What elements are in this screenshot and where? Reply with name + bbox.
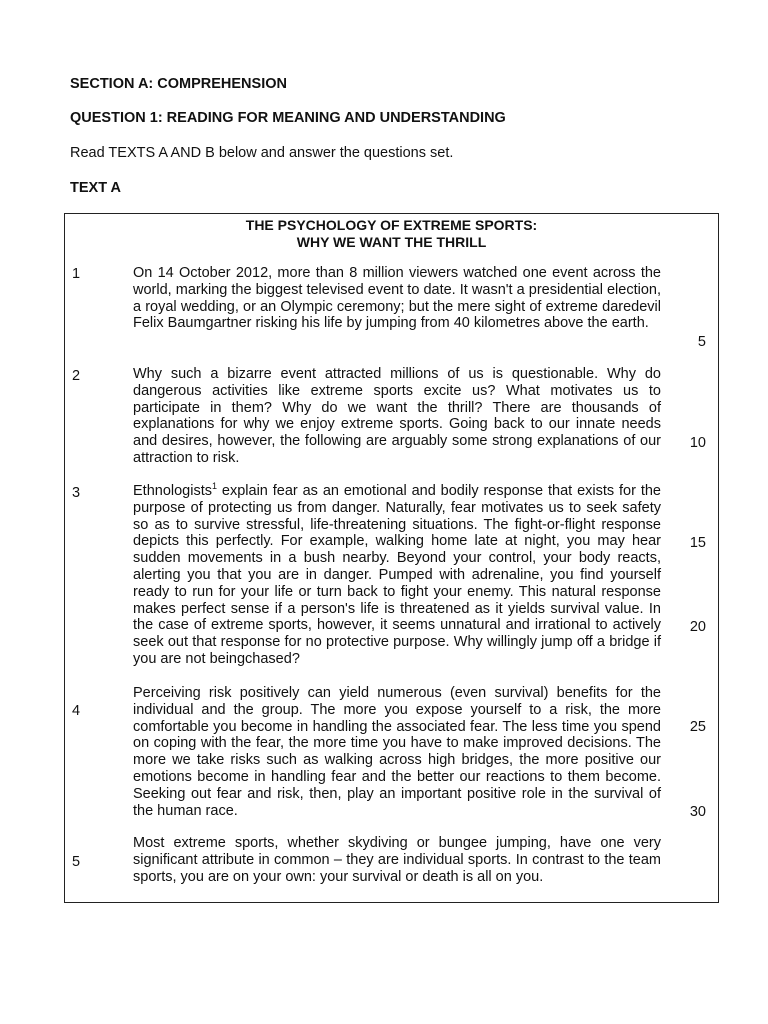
paragraph-1: On 14 October 2012, more than 8 million viewers watched one event across the world, marking the biggest televised event to date. It wasn't a presidential election, a royal wedding, or an Olympic ceremony; but the mere sight of extreme daredevil Felix Baumgartner risking his life by jumping from 40 kilometres above the earth. [133,265,661,332]
paragraph-number: 3 [72,485,81,501]
paragraph-number: 2 [72,368,81,384]
line-number: 5 [697,334,706,350]
paragraph-3-body: explain fear as an emotional and bodily response that exists for the purpose of protecting us from danger. Naturally, fear motivates us to seek safety so as to survive stressful, life-threatening situations. The fight-or-flight response depicts this perfectly. For example, walking home late at night, you may hear sudden movements in a bush nearby. Beyond your control, your body reacts, alerting you that you are in danger. Pumped with adrenaline, you find yourself ready to run for your life or turn back to fight your enemy. This natural response makes perfect sense if a person's life is threatened as it yields survival value. In the case of extreme sports, however, it seems unnatural and irrational to actively seek out that response for no protective purpose. Why willingly jump off a bridge if you are not beingchased? [133,483,661,667]
paragraph-3-lead-word: Ethnologists [133,483,212,499]
section-heading: SECTION A: COMPREHENSION [70,76,287,92]
instruction-text: Read TEXTS A AND B below and answer the questions set. [70,145,454,161]
paragraph-2: Why such a bizarre event attracted millions of us is questionable. Why do dangerous activities like extreme sports excite us? What motivates us to participate in them? Why do we want the thrill? There are thousands of explanations for why we enjoy extreme sports. Going back to our innate needs and desires, however, the following are arguably some strong explanations of our attraction to risk. [133,366,661,466]
paragraph-number: 5 [72,854,81,870]
passage-box [64,213,719,903]
line-number: 15 [689,535,706,551]
line-number: 10 [689,435,706,451]
paragraph-number: 1 [72,266,81,282]
line-number: 20 [689,619,706,635]
paragraph-4: Perceiving risk positively can yield numerous (even survival) benefits for the individual and the group. The more you expose yourself to a risk, the more comfortable you become in handling the associated fear. The less time you spend on coping with the fear, the more time you have to make improved decisions. The more we take risks such as walking across high bridges, the more positive our emotions become in handling fear and the better our reactions to them become. Seeking out fear and risk, then, play an important positive role in the survival of the human race. [133,685,661,819]
paragraph-3 [133,483,661,668]
footnote-marker: 1 [212,481,218,492]
line-number: 25 [689,719,706,735]
line-number: 30 [689,804,706,820]
passage-title-line1: THE PSYCHOLOGY OF EXTREME SPORTS: [245,217,538,233]
paragraph-5: Most extreme sports, whether skydiving or bungee jumping, have one very significant attribute in common – they are individual sports. In contrast to the team sports, you are on your own: your survival or death is all on you. [133,835,661,885]
question-heading: QUESTION 1: READING FOR MEANING AND UNDERSTANDING [70,110,506,126]
paragraph-number: 4 [72,703,81,719]
text-label: TEXT A [70,180,122,196]
passage-title-line2: WHY WE WANT THE THRILL [296,234,487,250]
